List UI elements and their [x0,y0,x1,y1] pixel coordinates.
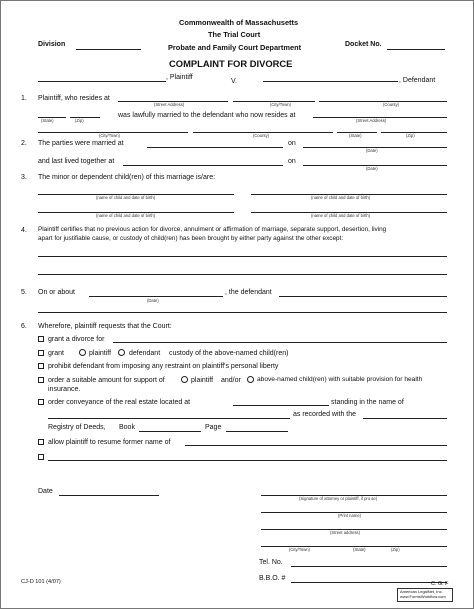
caption-signature: (Signature of attorney or plaintiff, if pro se) [299,496,378,501]
real-estate-location-field[interactable] [233,405,329,406]
commonwealth-heading: Commonwealth of Massachusetts [179,18,299,27]
caption-print-name: (Print name) [338,513,362,518]
registry-field[interactable] [363,418,447,419]
standing-label: standing in the name of [331,399,404,406]
section-5-defendant: , the defendant [225,289,272,296]
order-support-label: order a suitable amount for support of [48,377,165,384]
caption-child-1: (name of child and date of birth) [96,195,156,200]
other-request-field[interactable] [48,460,447,461]
custody-text: custody of the above-named child(ren) [169,350,289,357]
custody-defendant-label: defendant [129,350,161,357]
caption-date: (Date) [366,148,378,153]
and-or-label: and/or [221,377,241,384]
caption-date-2: (Date) [366,166,378,171]
section-1-number: 1. [21,95,27,102]
caption-county: (County) [383,102,400,107]
date-label: Date [38,488,53,495]
bbo-field[interactable] [291,582,447,583]
section-1-text: Plaintiff, who resides at [38,95,110,102]
checkbox-resume-name[interactable] [38,439,44,445]
caption-city-2: (City/Town) [99,133,120,138]
section-3-text: The minor or dependent child(ren) of this marriage is/are: [38,174,216,181]
form-title: COMPLAINT FOR DIVORCE [169,58,293,69]
caption-county-2: (County) [253,133,270,138]
married-text: was lawfully married to the defendant who now resides at [118,112,296,119]
division-field[interactable] [76,49,141,50]
department-heading: Probate and Family Court Department [168,43,302,52]
checkbox-prohibit-restraint[interactable] [38,363,44,369]
radio-custody-defendant[interactable] [118,349,125,356]
caption-state-2: (State) [349,133,362,138]
grant-divorce-label: grant a divorce for [48,336,105,343]
versus-label: V. [231,78,237,85]
book-field[interactable] [139,431,201,432]
section-2-number: 2. [21,140,27,147]
caption-child-4: (name of child and date of birth) [311,213,371,218]
page-label: Page [205,424,222,431]
caption-sig-city: (City/Town) [289,547,310,552]
caption-state: (State) [41,118,54,123]
section-4-text-line-1: Plaintiff certifies that no previous action for divorce, annulment or affirmation of marriage, separate support, desertion, living [38,226,387,233]
above-named-label: above-named child(ren) with suitable provision for health [257,376,423,383]
form-id: CJ-D 101 (4/07) [21,579,61,585]
page-field[interactable] [226,431,288,432]
caption-date-5: (Date) [147,298,159,303]
former-name-field[interactable] [185,445,447,446]
caption-city: (City/Town) [270,102,291,107]
section-4-text-line-2: apart for justifiable cause, or custody of child(ren) has been brought by either party against the other except: [38,235,344,242]
conveyance-line-2[interactable] [48,418,290,419]
caption-sig-state: (State) [353,547,366,552]
conveyance-label: order conveyance of the real estate located at [48,399,191,406]
radio-custody-plaintiff[interactable] [79,349,86,356]
radio-support-plaintiff[interactable] [181,376,188,383]
last-lived-place-field[interactable] [123,165,283,166]
registry-label: Registry of Deeds, [48,424,106,431]
prior-action-line-2[interactable] [38,274,447,275]
lived-together-text: and last lived together at [38,158,115,165]
prior-action-line-1[interactable] [38,256,447,257]
caption-zip: (Zip) [75,118,84,123]
checkbox-grant-divorce[interactable] [38,336,44,342]
caption-street: (Street Address) [154,102,185,107]
caption-child-2: (name of child and date of birth) [311,195,371,200]
caption-child-3: (name of child and date of birth) [96,213,156,218]
publisher-box [397,588,453,602]
section-5-text: On or about [38,289,75,296]
plaintiff-name-field[interactable] [38,81,166,82]
prohibit-label: prohibit defendant from imposing any restraint on plaintiff's personal liberty [48,363,279,370]
section-5-line-2[interactable] [38,312,447,313]
book-label: Book [119,424,135,431]
marriage-place-field[interactable] [147,147,283,148]
section-6-number: 6. [21,323,27,330]
radio-support-children[interactable] [247,376,254,383]
caption-street-2: (Street Address) [356,118,387,123]
on-or-about-date-field[interactable] [89,296,223,297]
section-2-on: on [288,140,296,147]
support-plaintiff-label: plaintiff [191,377,214,384]
form-code: C. G. F [431,581,449,587]
checkbox-other[interactable] [38,454,44,460]
publisher-url: www.FormsWorkflow.com [400,593,446,599]
checkbox-order-support[interactable] [38,377,44,383]
plaintiff-label: , Plaintiff [166,74,193,81]
section-2-text: The parties were married at [38,140,124,147]
bbo-label: B.B.O. # [259,575,286,582]
section-5-number: 5. [21,289,27,296]
section-3-number: 3. [21,174,27,181]
section-6-text: Wherefore, plaintiff requests that the Court: [38,323,172,330]
grant-label: grant [48,350,64,357]
section-4-number: 4. [21,227,27,234]
caption-street-address: (Street address) [330,530,361,535]
division-label: Division [38,41,66,48]
recorded-label: as recorded with the [293,411,357,418]
checkbox-order-conveyance[interactable] [38,399,44,405]
date-field[interactable] [59,495,159,496]
tel-field[interactable] [291,566,447,567]
publisher-name: American LegalNet, Inc. [400,589,443,594]
docket-label: Docket No. [345,41,382,48]
section-5-line-1[interactable] [279,296,447,297]
caption-zip-2: (Zip) [406,133,415,138]
docket-field[interactable] [387,49,445,50]
divorce-grounds-field[interactable] [113,342,447,343]
insurance-label: insurance. [48,386,81,393]
defendant-name-field[interactable] [263,81,398,82]
caption-sig-zip: (Zip) [391,547,400,552]
tel-label: Tel. No. [259,559,283,566]
resume-name-label: allow plaintiff to resume former name of [48,439,171,446]
section-2-on-2: on [288,158,296,165]
checkbox-grant-custody[interactable] [38,350,44,356]
custody-plaintiff-label: plaintiff [89,350,112,357]
court-heading: The Trial Court [208,30,261,39]
defendant-label: , Defendant [399,77,436,84]
